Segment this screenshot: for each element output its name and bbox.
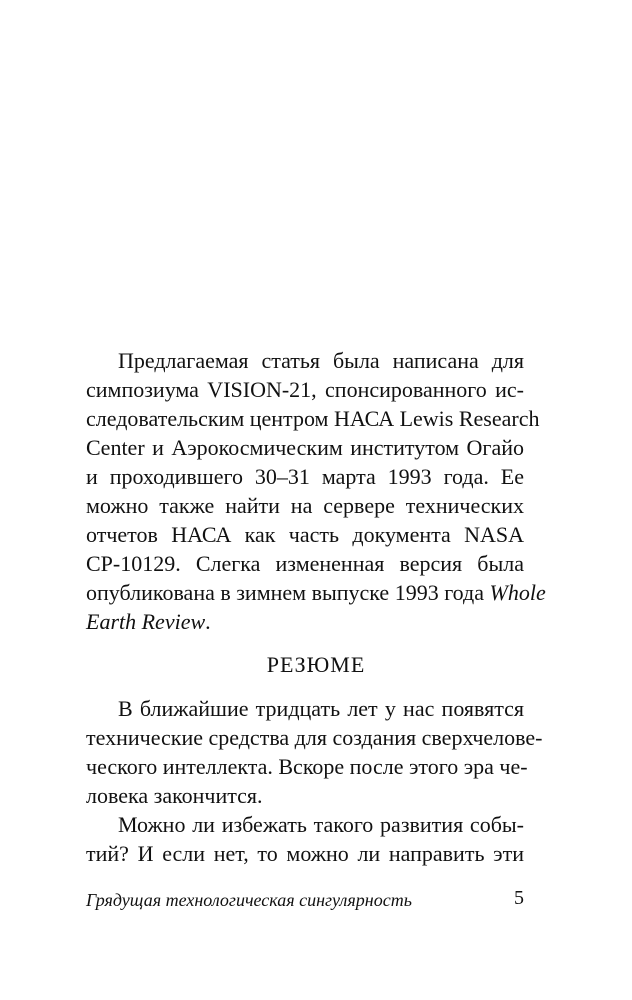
intro-final-period: .: [205, 609, 211, 634]
summary-p1-line-4: ловека закончится.: [86, 783, 263, 808]
intro-line-8: CP-10129. Слегка измененная версия была: [86, 551, 524, 576]
intro-line-1: Предлагаемая статья была написана для: [118, 348, 524, 373]
intro-line-7: отчетов НАСА как часть документа NASA: [86, 522, 524, 547]
intro-line-10: [86, 608, 524, 636]
intro-line-4: Center и Аэрокосмическим институтом Огайо: [86, 435, 524, 460]
journal-title-part1: Whole: [489, 580, 546, 605]
summary-p1-line-1: В ближайшие тридцать лет у нас появятся: [118, 696, 524, 721]
summary-p2-line-2: тий? И если нет, то можно ли направить эти: [86, 841, 524, 866]
intro-line-6: можно также найти на сервере технических: [86, 493, 524, 518]
intro-line-2: симпозиума VISION-21, спонсированного ис-: [86, 377, 524, 402]
intro-line-5: и проходившего 30–31 марта 1993 года. Ее: [86, 464, 524, 489]
journal-title-part2: Earth Review: [86, 609, 206, 634]
summary-p2-line-1: Можно ли избежать такого развития собы-: [118, 812, 524, 837]
summary-p1-line-2: технические средства для создания сверхчелове-: [86, 725, 543, 750]
intro-line-9: [86, 579, 546, 607]
intro-line-9-text: опубликована в зимнем выпуске 1993 года: [86, 580, 484, 605]
summary-p1-line-3: ческого интеллекта. Вскоре после этого эра че-: [86, 754, 528, 779]
intro-line-3: следовательским центром НАСА Lewis Research: [86, 406, 540, 431]
section-heading: РЕЗЮМЕ: [266, 652, 366, 677]
page-number: 5: [514, 887, 524, 909]
running-title: Грядущая технологическая сингулярность: [86, 890, 412, 910]
